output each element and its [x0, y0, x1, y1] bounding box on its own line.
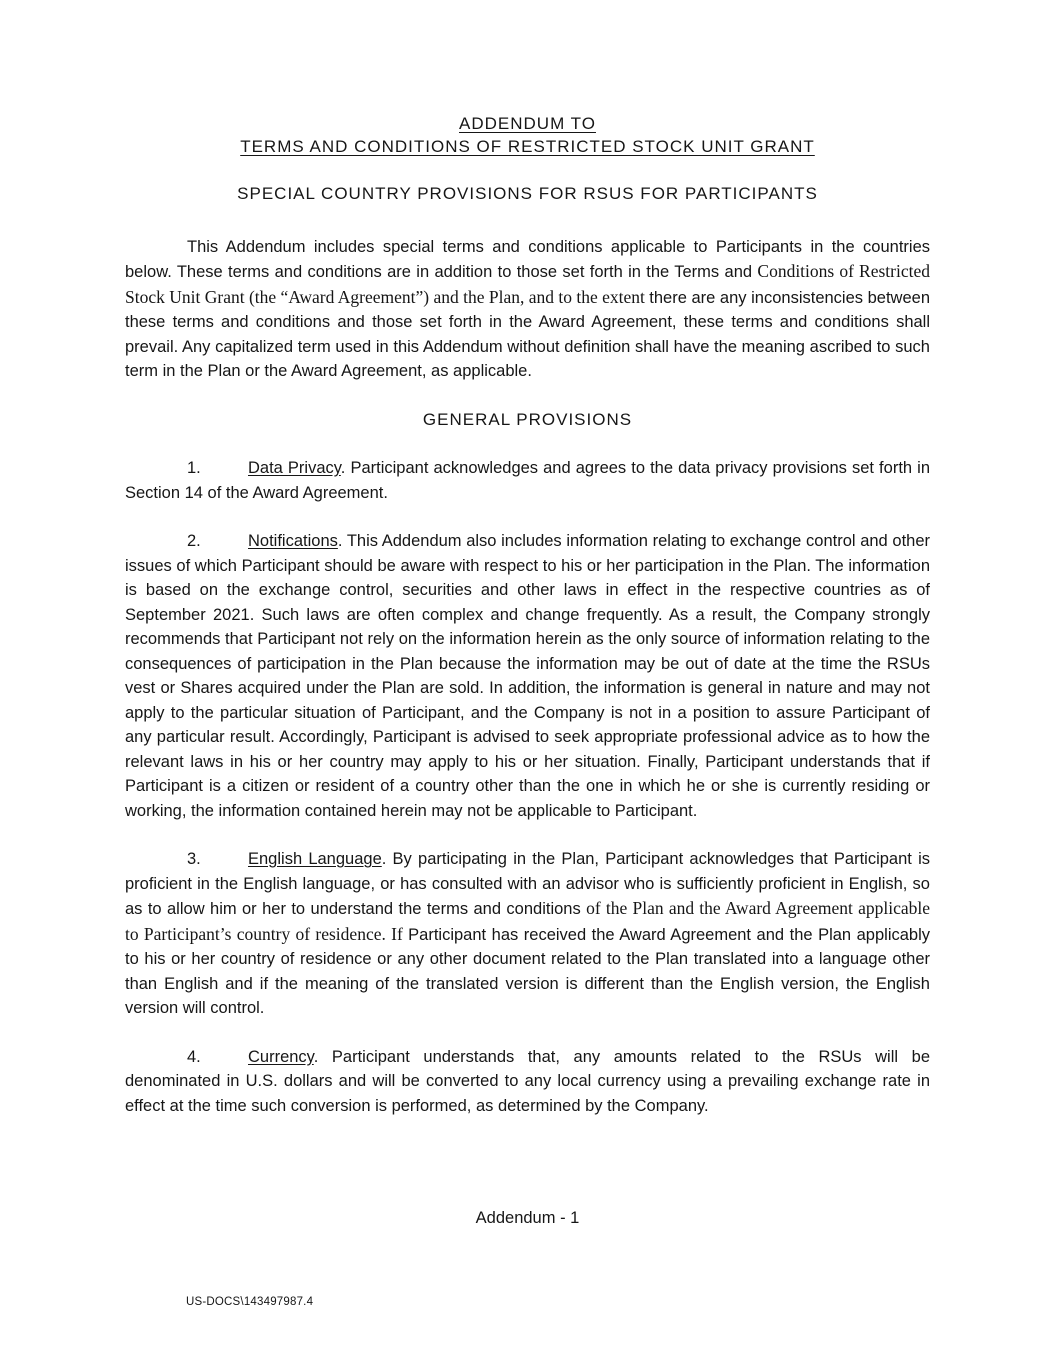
provision-2-label: Notifications	[248, 532, 338, 550]
provision-3-number: 3.	[187, 850, 201, 868]
provision-4-number: 4.	[187, 1047, 201, 1066]
provision-3-label: English Language	[248, 850, 382, 868]
provision-1-label: Data Privacy	[248, 459, 341, 477]
provision-2-number: 2.	[187, 532, 201, 550]
provision-1-text: . Participant acknowledges and agrees to the data privacy provisions set forth in Section 14 of the Award Agreement.	[125, 459, 930, 502]
intro-text-serif: Conditions of Restricted Stock Unit Grant (the “Award Agreement”) and the Plan, and to the extent	[125, 261, 930, 307]
document-id: US-DOCS\143497987.4	[186, 1296, 314, 1308]
document-subtitle: SPECIAL COUNTRY PROVISIONS FOR RSUS FOR PARTICIPANTS	[237, 184, 818, 203]
section-heading: GENERAL PROVISIONS	[422, 409, 633, 429]
provision-3-text-a: . By participating in the Plan, Participant acknowledges that Participant is proficient in the English language, or has consulted with an advisor who is sufficiently proficient in English, so as to allow him or her to understand the terms and conditions	[125, 850, 930, 918]
intro-text-a: This Addendum includes special terms and conditions applicable to Participants in the countries below. These terms and conditions are in addition to those set forth in the Terms and	[125, 237, 930, 281]
provision-4-label: Currency	[248, 1047, 314, 1066]
provision-2-text: . This Addendum also includes information relating to exchange control and other issues of which Participant should be aware with respect to his or her participation in the Plan. The information is based on the exchange control, securities and other laws in effect in the respective countries as of September 2021. Such laws are often complex and change frequently. As a result, the Company strongly recommends that Participant not rely on the information herein as the only source of information relating to the consequences of participation in the Plan because the information may be out of date at the time the RSUs vest or Shares acquired under the Plan are sold. In addition, the information is general in nature and may not apply to the particular situation of Participant, and the Company is not in a position to assure Participant of any particular result. Accordingly, Participant is advised to seek appropriate professional advice as to how the relevant laws in his or her country may apply to his or her situation. Finally, Participant understands that if Participant is a citizen or resident of a country other than the one in which he or she is currently residing or working, the information contained herein may not be applicable to Participant.	[125, 532, 930, 820]
provision-currency	[125, 1045, 930, 1119]
title-line-2: TERMS AND CONDITIONS OF RESTRICTED STOCK UNIT GRANT	[240, 137, 815, 156]
provision-english-language	[125, 847, 930, 1021]
provision-4-text: . Participant understands that, any amounts related to the RSUs will be denominated in U.S. dollars and will be converted to any local currency using a prevailing exchange rate in effect at the time such conversion is performed, as determined by the Company.	[125, 1047, 930, 1115]
document-title	[125, 112, 930, 158]
provision-data-privacy	[125, 456, 930, 505]
page-footer: Addendum - 1	[475, 1209, 580, 1227]
provision-3-text-b: Participant has received the Award Agreement and the Plan applicably to his or her country of residence or any other document related to the Plan translated into a language other than English and if the meaning of the translated version is different than the English version, the English version will control.	[125, 925, 931, 1017]
intro-paragraph	[125, 235, 930, 384]
provision-notifications	[125, 529, 930, 823]
provision-3-text-serif: of the Plan and the Award Agreement applicable to Participant’s country of residence. If	[125, 898, 931, 944]
intro-text-b: there are any inconsistencies between these terms and conditions and those set forth in the Award Agreement, these terms and conditions shall prevail. Any capitalized term used in this Addendum without definition shall have the meaning ascribed to such term in the Plan or the Award Agreement, as applicable.	[125, 288, 930, 380]
title-line-1: ADDENDUM TO	[459, 114, 596, 133]
provision-1-number: 1.	[187, 459, 201, 477]
